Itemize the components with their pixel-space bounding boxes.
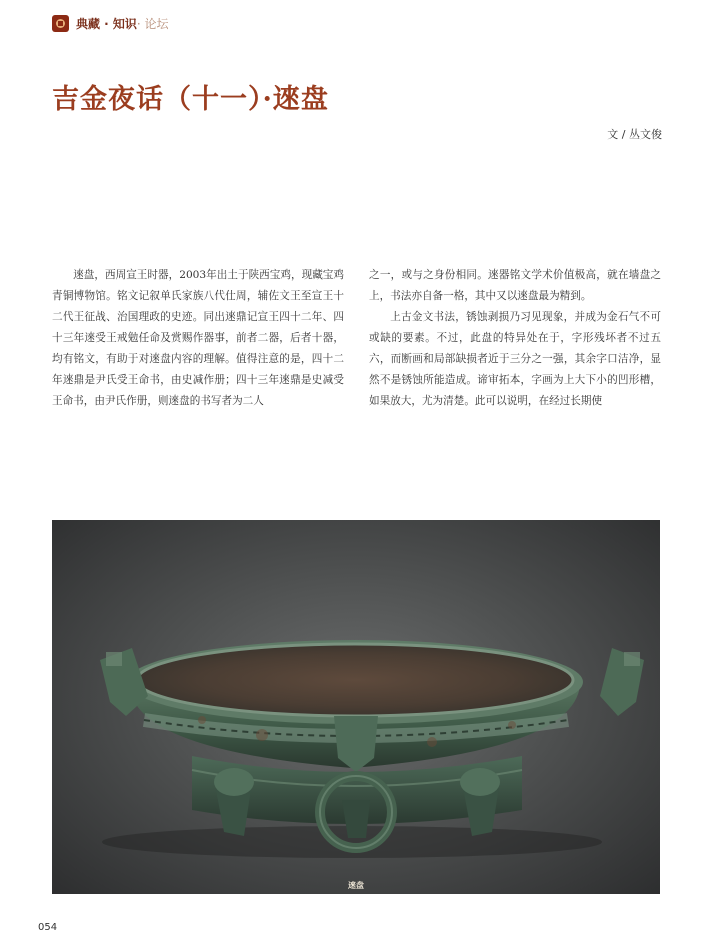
paragraph: 上古金文书法，锈蚀剥损乃习见现象，并成为金石气不可或缺的要素。不过，此盘的特异处在于，字形残坏者不过五六，而断画和局部缺损者近于三分之一强，其余字口洁净，显然不是锈蚀所能造成。谛审拓本，字画为上大下小的凹形槽，如果放大，尤为清楚。此可以说明，在经过长期使: [369, 311, 661, 407]
page-number: 054: [38, 922, 58, 933]
paragraph: 之一，或与之身份相同。逨器铭文学术价值极高，就在墙盘之上，书法亦自备一格，其中又以逨盘最为精到。: [369, 269, 661, 302]
bronze-basin-illustration: [52, 520, 660, 894]
photo-caption: 逨盘: [348, 881, 364, 890]
dian-cang-logo-icon: [52, 15, 69, 32]
article-author: 文 / 丛文俊: [607, 128, 662, 141]
section-label: 典藏 · 知识: [76, 16, 137, 31]
section-sublabel: · 论坛: [136, 16, 169, 31]
section-header: [52, 12, 169, 34]
bronze-basin-photo: [52, 520, 660, 894]
article-title: 吉金夜话（十一）·逨盘: [52, 84, 329, 115]
paragraph: 逨盘，西周宣王时器，2003年出土于陕西宝鸡，现藏宝鸡青铜博物馆。铭文记叙单氏家族八代仕周，辅佐文王至宣王十二代王征战、治国理政的史迹。同出逨鼎记宣王四十二年、四十三年逨受王戒勉任命及赏赐作器事，前者二器，后者十器，均有铭文，有助于对逨盘内容的理解。值得注意的是，四十二年逨鼎是尹氏受王命书，由史减作册；四十三年逨鼎是史减受王命书，由尹氏作册，则逨盘的书写者为二人: [52, 269, 344, 407]
text-column-right: [369, 265, 661, 412]
text-column-left: [52, 265, 344, 412]
